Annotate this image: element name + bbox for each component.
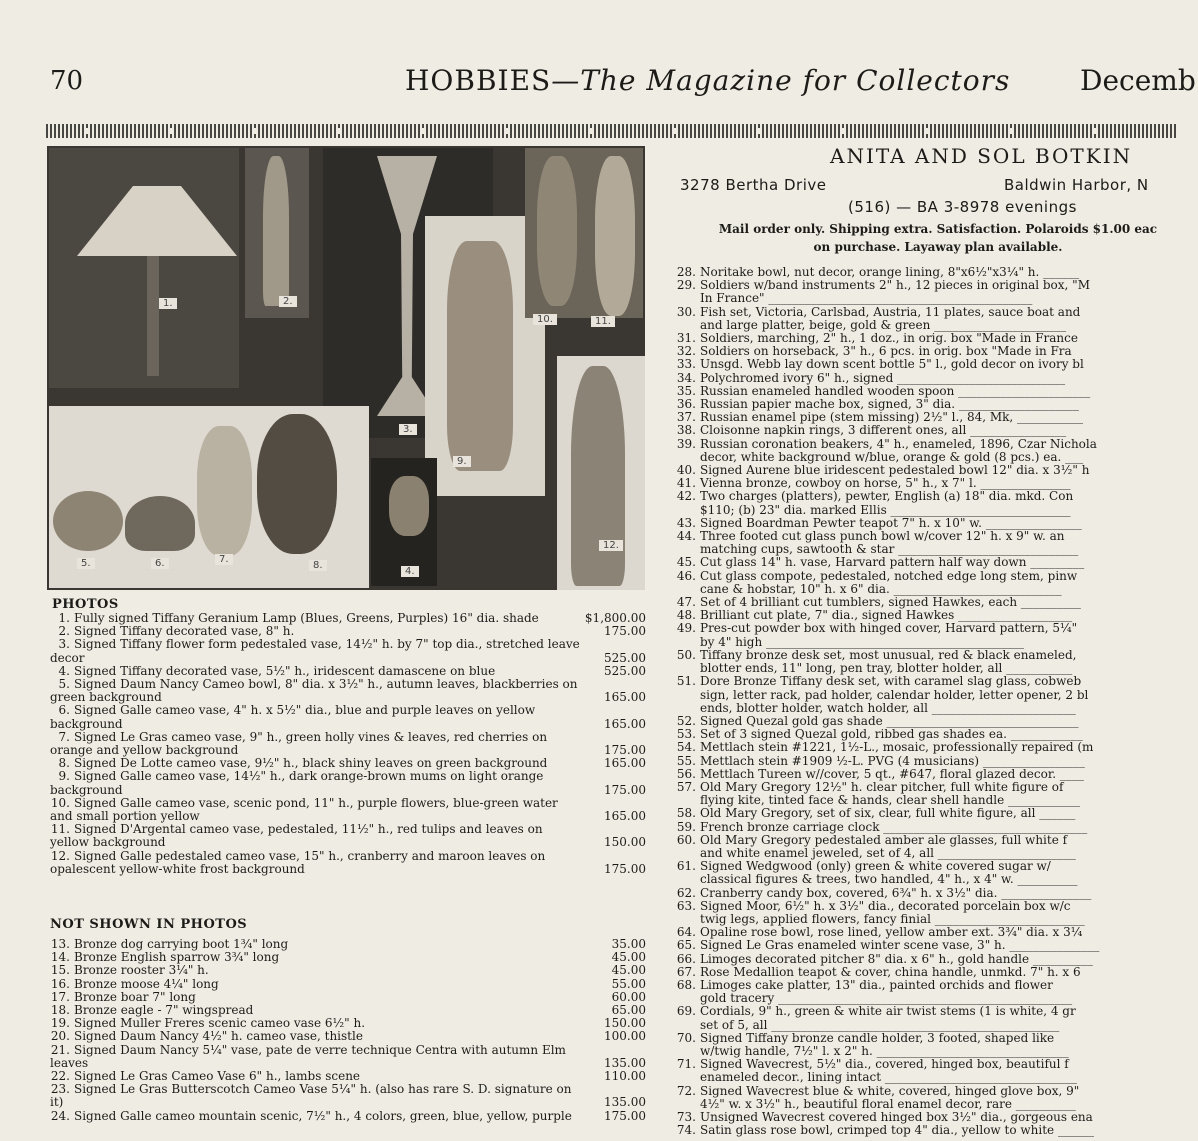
dealer-address: 3278 Bertha Drive <box>680 176 827 194</box>
list-item <box>50 638 646 664</box>
item-price: 175.00 <box>604 624 646 639</box>
item-description: Satin glass rose bowl, crimped top 4" dia., yellow to white ______ <box>700 1123 1094 1138</box>
photo-label-4: 4. <box>401 566 419 577</box>
item-number: 19. <box>50 1016 70 1031</box>
list-item <box>50 823 646 849</box>
item-description: Soldiers, marching, 2" h., 1 doz., in orig. box "Made in France <box>700 331 1078 346</box>
item-number: 46. <box>676 568 696 583</box>
photo-label-1: 1. <box>159 298 177 309</box>
item-description: Fish set, Victoria, Carlsbad, Austria, 11 plates, sauce boat and <box>700 304 1081 319</box>
item-number: 71. <box>676 1057 696 1072</box>
vase-2 <box>263 156 289 306</box>
item-number: 14. <box>50 950 70 965</box>
list-item <box>50 704 646 730</box>
item-description: Signed Le Gras cameo vase, 9" h., green holly vines & leaves, red cherries on orange and yellow background <box>50 729 548 758</box>
item-description: Noritake bowl, nut decor, orange lining, 8"x6½"x3¼" h. ______ <box>700 265 1080 279</box>
item-description: Mettlach stein #1221, 1½-L., mosaic, professionally repaired (m <box>700 740 1094 755</box>
item-description: Signed D'Argental cameo vase, pedestaled, 11½" h., red tulips and leaves on yellow background <box>50 822 543 850</box>
item-number: 11. <box>50 822 70 837</box>
item-description: In France" ____________________________________________ <box>700 291 1033 306</box>
item-number: 21. <box>50 1042 70 1057</box>
item-number: 44. <box>676 529 696 544</box>
item-description: Soldiers w/band instruments 2" h., 12 pieces in original box, "M <box>700 278 1090 293</box>
list-item <box>50 797 646 823</box>
photo-panel-lamp <box>49 148 239 388</box>
item-price: 525.00 <box>604 650 646 665</box>
vase-12 <box>571 366 625 586</box>
item-number: 2. <box>58 624 70 639</box>
item-description: 4½" w. x 3½" h., beautiful floral enamel decor, rare __________ <box>700 1096 1076 1111</box>
item-number: 54. <box>676 740 696 755</box>
item-number: 31. <box>676 331 696 346</box>
item-number: 10. <box>50 795 70 810</box>
list-item <box>676 1124 1178 1137</box>
item-description: Unsgd. Webb lay down scent bottle 5" l., gold decor on ivory bl <box>700 357 1084 372</box>
photos-price-list <box>50 612 646 876</box>
item-description: Pres-cut powder box with hinged cover, Harvard pattern, 5¼" <box>700 621 1078 636</box>
item-number: 32. <box>676 344 696 359</box>
item-number: 40. <box>676 463 696 478</box>
item-description: Bronze moose 4¼" long <box>74 976 219 991</box>
item-number: 6. <box>58 703 70 718</box>
item-description: enameled decor., lining intact ________________________________ <box>700 1070 1077 1085</box>
item-description: Signed Tiffany decorated vase, 8" h. <box>74 624 295 639</box>
vase-7 <box>197 426 252 556</box>
item-number: 4. <box>58 663 70 678</box>
item-number: 52. <box>676 713 696 728</box>
item-price: $1,800.00 <box>584 611 646 625</box>
item-number: 3. <box>58 637 70 652</box>
item-description: Bronze rooster 3¼" h. <box>74 963 209 978</box>
item-description: Signed Galle cameo vase, scenic pond, 11" h., purple flowers, blue-green water and small portion yellow <box>50 795 558 824</box>
item-price: 55.00 <box>611 976 646 991</box>
item-number: 64. <box>676 925 696 940</box>
item-number: 66. <box>676 951 696 966</box>
item-number: 22. <box>50 1069 70 1084</box>
item-price: 175.00 <box>604 782 646 797</box>
right-price-list <box>676 266 1178 1137</box>
item-description: Bronze boar 7" long <box>74 989 196 1004</box>
item-description: sign, letter rack, pad holder, calendar holder, letter opener, 2 bl <box>700 687 1089 702</box>
item-number: 55. <box>676 753 696 768</box>
item-description: Signed Galle pedestaled cameo vase, 15" h., cranberry and maroon leaves on opalescent yellow-white frost background <box>50 848 546 876</box>
item-price: 45.00 <box>611 950 646 965</box>
item-description: Russian enamel pipe (stem missing) 2½" l., 84, Mk, ___________ <box>700 410 1084 425</box>
item-number: 9. <box>58 769 70 784</box>
photo-label-6: 6. <box>151 558 169 569</box>
dealer-terms <box>678 220 1198 256</box>
item-description: Three footed cut glass punch bowl w/cover 12" h. x 9" w. an <box>700 529 1065 544</box>
list-item <box>50 770 646 796</box>
item-price: 135.00 <box>604 1055 646 1070</box>
item-description: twig legs, applied flowers, fancy finial _________________________ <box>700 911 1085 926</box>
photo-label-7: 7. <box>215 554 233 565</box>
item-description: by 4" high ___________________________________________ <box>700 634 1025 649</box>
item-number: 69. <box>676 1004 696 1019</box>
item-description: Set of 3 signed Quezal gold, ribbed gas shades ea. ____________ <box>700 727 1083 742</box>
item-number: 13. <box>50 937 70 951</box>
item-price: 525.00 <box>604 663 646 678</box>
item-description: Signed Boardman Pewter teapot 7" h. x 10" w. ________________ <box>700 515 1082 530</box>
item-number: 53. <box>676 727 696 742</box>
item-number: 61. <box>676 859 696 874</box>
item-number: 41. <box>676 476 696 491</box>
issue-month: Decemb <box>1080 64 1196 97</box>
item-description: Signed Moor, 6½" h. x 3½" dia., decorated porcelain box w/c <box>700 898 1071 913</box>
list-item <box>50 678 646 704</box>
item-number: 58. <box>676 806 696 821</box>
item-description: classical figures & trees, two handled, 4" h., x 4" w. __________ <box>700 872 1078 887</box>
item-description: matching cups, sawtooth & star ______________________________ <box>700 542 1079 557</box>
item-description: Mettlach stein #1909 ½-L. PVG (4 musicians) _________________ <box>700 753 1085 768</box>
item-number: 1. <box>58 611 70 625</box>
item-number: 36. <box>676 397 696 412</box>
photo-label-3: 3. <box>399 424 417 435</box>
item-description: Signed Le Gras enameled winter scene vase, 3" h. _______________ <box>700 938 1100 953</box>
item-number: 39. <box>676 436 696 451</box>
item-description: Cut glass compote, pedestaled, notched edge long stem, pinw <box>700 568 1078 583</box>
item-description: Signed Tiffany decorated vase, 5½" h., iridescent damascene on blue <box>74 663 496 678</box>
item-description: French bronze carriage clock __________________________________ <box>700 819 1088 834</box>
vase-9 <box>447 241 513 471</box>
item-number: 59. <box>676 819 696 834</box>
item-description: Signed Le Gras Butterscotch Cameo Vase 5¼" h. (also has rare S. D. signature on it) <box>50 1082 572 1110</box>
item-number: 68. <box>676 977 696 992</box>
item-number: 34. <box>676 370 696 385</box>
item-description: Signed Daum Nancy 4½" h. cameo vase, thistle <box>74 1029 363 1044</box>
page-number: 70 <box>50 66 84 96</box>
item-number: 57. <box>676 779 696 794</box>
item-description: Signed Galle cameo vase, 14½" h., dark orange-brown mums on light orange background <box>50 769 544 797</box>
item-number: 72. <box>676 1083 696 1098</box>
magazine-subtitle: —The Magazine for Collectors <box>551 64 1011 97</box>
dealer-block <box>676 142 1178 262</box>
item-description: Signed Wedgwood (only) green & white covered sugar w/ <box>700 859 1051 874</box>
item-description: Limoges cake platter, 13" dia., painted orchids and flower <box>700 977 1053 992</box>
item-description: Set of 4 brilliant cut tumblers, signed Hawkes, each __________ <box>700 595 1081 610</box>
item-number: 70. <box>676 1030 696 1045</box>
item-number: 43. <box>676 515 696 530</box>
item-number: 42. <box>676 489 696 504</box>
item-description: Soldiers on horseback, 3" h., 6 pcs. in orig. box "Made in Fra <box>700 344 1072 359</box>
item-description: blotter ends, 11" long, pen tray, blotter holder, all ___________ <box>700 661 1073 676</box>
dealer-phone: (516) — BA 3-8978 evenings <box>848 198 1077 216</box>
photo-label-11: 11. <box>591 316 615 327</box>
item-price: 35.00 <box>611 937 646 951</box>
dealer-name: ANITA AND SOL BOTKIN <box>830 144 1133 168</box>
item-description: Cloisonne napkin rings, 3 different ones, all ________________ <box>700 423 1067 438</box>
item-number: 67. <box>676 964 696 979</box>
list-item <box>50 1110 646 1123</box>
item-description: Limoges decorated pitcher 8" dia. x 6" h., gold handle __________ <box>700 951 1093 966</box>
item-description: Old Mary Gregory 12½" h. clear pitcher, full white figure of <box>700 779 1064 794</box>
item-price: 175.00 <box>604 743 646 758</box>
list-item <box>50 1044 646 1070</box>
item-number: 51. <box>676 674 696 689</box>
bowl-5 <box>53 491 123 551</box>
item-description: Signed Aurene blue iridescent pedestaled bowl 12" dia. x 3½" h <box>700 463 1090 478</box>
ornamental-rule-breaks <box>46 128 1178 134</box>
item-description: Cut glass 14" h. vase, Harvard pattern half way down _________ <box>700 555 1085 570</box>
item-number: 30. <box>676 304 696 319</box>
list-item <box>50 850 646 876</box>
item-description: Signed Quezal gold gas shade ________________________________ <box>700 713 1079 728</box>
product-photo <box>47 146 645 590</box>
item-number: 65. <box>676 938 696 953</box>
page-header <box>0 62 1196 102</box>
photos-heading: PHOTOS <box>52 597 119 612</box>
terms-line-2: on purchase. Layaway plan available. <box>813 240 1063 254</box>
item-price: 150.00 <box>604 1016 646 1031</box>
item-price: 165.00 <box>604 690 646 705</box>
lamp-base <box>147 256 159 376</box>
item-description: Signed Galle cameo vase, 4" h. x 5½" dia., blue and purple leaves on yellow background <box>50 703 536 731</box>
item-price: 65.00 <box>611 1003 646 1018</box>
item-number: 73. <box>676 1110 696 1124</box>
item-price: 100.00 <box>604 1029 646 1044</box>
vase-6 <box>125 496 195 551</box>
item-description: Mettlach Tureen w//cover, 5 qt., #647, floral glazed decor. ____ <box>700 766 1084 781</box>
item-description: gold tracery _________________________________________________ <box>700 991 1073 1006</box>
item-number: 38. <box>676 423 696 438</box>
item-description: Vienna bronze, cowboy on horse, 5" h., x 7" l. _______________ <box>700 476 1071 491</box>
item-description: w/twig handle, 7½" l. x 2" h. ________________________________ <box>700 1043 1069 1058</box>
item-description: Russian papier mache box, signed, 3" dia. ____________________ <box>700 397 1079 412</box>
photo-label-5: 5. <box>77 558 95 569</box>
item-price: 165.00 <box>604 756 646 771</box>
item-number: 37. <box>676 410 696 425</box>
item-number: 47. <box>676 595 696 610</box>
item-number: 16. <box>50 976 70 991</box>
vase-8 <box>257 414 337 554</box>
item-description: Signed Le Gras Cameo Vase 6" h., lambs scene <box>74 1069 361 1084</box>
item-number: 49. <box>676 621 696 636</box>
item-number: 48. <box>676 608 696 623</box>
list-item <box>50 731 646 757</box>
item-price: 175.00 <box>604 1108 646 1123</box>
item-number: 18. <box>50 1003 70 1018</box>
item-number: 62. <box>676 885 696 900</box>
item-description: Bronze eagle - 7" wingspread <box>74 1003 254 1018</box>
item-description: Signed Wavecrest blue & white, covered, hinged glove box, 9" <box>700 1083 1080 1098</box>
item-number: 5. <box>58 677 70 692</box>
item-number: 63. <box>676 898 696 913</box>
item-description: Signed Wavecrest, 5½" dia., covered, hinged box, beautiful f <box>700 1057 1069 1072</box>
dealer-city: Baldwin Harbor, N <box>1004 176 1149 194</box>
item-number: 24. <box>50 1108 70 1123</box>
item-number: 74. <box>676 1123 696 1138</box>
item-description: Old Mary Gregory, set of six, clear, full white figure, all ______ <box>700 806 1076 821</box>
item-description: $110; (b) 23" dia. marked Ellis ______________________________ <box>700 502 1071 517</box>
terms-line-1: Mail order only. Shipping extra. Satisfaction. Polaroids $1.00 eac <box>718 222 1158 236</box>
vase-4 <box>389 476 429 536</box>
item-number: 20. <box>50 1029 70 1044</box>
item-price: 45.00 <box>611 963 646 978</box>
item-number: 7. <box>58 729 70 744</box>
item-price: 60.00 <box>611 989 646 1004</box>
photo-label-12: 12. <box>599 540 623 551</box>
magazine-name: HOBBIES <box>405 64 552 97</box>
item-description: Cordials, 9" h., green & white air twist stems (1 is white, 4 gr <box>700 1004 1076 1019</box>
item-description: Old Mary Gregory pedestaled amber ale glasses, full white f <box>700 832 1068 847</box>
magazine-title <box>405 64 1010 97</box>
item-description: Signed Daum Nancy 5¼" vase, pate de verre technique Centra with autumn Elm leaves <box>50 1042 566 1070</box>
item-description: cane & hobstar, 10" h. x 6" dia. ____________________________ <box>700 581 1062 596</box>
item-price: 135.00 <box>604 1095 646 1110</box>
item-number: 15. <box>50 963 70 978</box>
item-description: and white enamel jeweled, set of 4, all _______________________ <box>700 845 1076 860</box>
item-description: Signed Muller Freres scenic cameo vase 6½" h. <box>74 1016 366 1031</box>
not-shown-heading: NOT SHOWN IN PHOTOS <box>50 917 248 932</box>
item-number: 29. <box>676 278 696 293</box>
not-shown-price-list <box>50 938 646 1123</box>
item-description: and large platter, beige, gold & green ______________________ <box>700 317 1067 332</box>
item-description: Signed Tiffany bronze candle holder, 3 footed, shaped like <box>700 1030 1055 1045</box>
photo-label-9: 9. <box>453 456 471 467</box>
item-description: Cranberry candy box, covered, 6¾" h. x 3½" dia. _______________ <box>700 885 1092 900</box>
vase-11 <box>595 156 635 316</box>
item-description: Fully signed Tiffany Geranium Lamp (Blues, Greens, Purples) 16" dia. shade <box>74 611 539 625</box>
item-description: Russian coronation beakers, 4" h., enameled, 1896, Czar Nichola <box>700 436 1097 451</box>
item-price: 110.00 <box>604 1069 646 1084</box>
item-number: 23. <box>50 1082 70 1097</box>
item-number: 8. <box>58 756 70 771</box>
item-description: Bronze English sparrow 3¾" long <box>74 950 280 965</box>
item-description: set of 5, all ________________________________________________ <box>700 1017 1060 1032</box>
item-description: ends, blotter holder, watch holder, all ________________________ <box>700 700 1076 715</box>
item-price: 175.00 <box>604 861 646 876</box>
vase-10 <box>537 156 577 306</box>
item-number: 35. <box>676 383 696 398</box>
item-description: Russian enameled handled wooden spoon ______________________ <box>700 383 1091 398</box>
photo-label-10: 10. <box>533 314 557 325</box>
list-item <box>50 1083 646 1109</box>
item-description: flying kite, tinted face & hands, clear shell handle ____________ <box>700 793 1081 808</box>
item-description: Opaline rose bowl, rose lined, yellow amber ext. 3¾" dia. x 3¼ <box>700 925 1083 940</box>
item-number: 28. <box>676 265 696 279</box>
item-number: 33. <box>676 357 696 372</box>
item-description: decor, white background w/blue, orange & gold (8 pcs.) ea. ___ <box>700 449 1084 464</box>
item-number: 50. <box>676 647 696 662</box>
item-number: 56. <box>676 766 696 781</box>
item-description: Signed Tiffany flower form pedestaled vase, 14½" h. by 7" top dia., stretched leave decor <box>50 637 580 665</box>
item-number: 12. <box>50 848 70 863</box>
item-number: 17. <box>50 989 70 1004</box>
item-description: Unsigned Wavecrest covered hinged box 3½" dia., gorgeous ena <box>700 1110 1093 1124</box>
item-description: Polychromed ivory 6" h., signed ____________________________ <box>700 370 1066 385</box>
item-number: 45. <box>676 555 696 570</box>
photo-label-8: 8. <box>309 560 327 571</box>
photo-label-2: 2. <box>279 296 297 307</box>
item-description: Rose Medallion teapot & cover, china handle, unmkd. 7" h. x 6 <box>700 964 1081 979</box>
item-number: 60. <box>676 832 696 847</box>
item-description: Signed De Lotte cameo vase, 9½" h., black shiny leaves on green background <box>74 756 548 771</box>
item-description: Signed Daum Nancy Cameo bowl, 8" dia. x 3½" h., autumn leaves, blackberries on green background <box>50 677 578 705</box>
item-price: 165.00 <box>604 716 646 731</box>
item-price: 150.00 <box>604 835 646 850</box>
item-description: Brilliant cut plate, 7" dia., signed Hawkes ___________________ <box>700 608 1073 623</box>
item-description: Signed Galle cameo mountain scenic, 7½" h., 4 colors, green, blue, yellow, purple <box>74 1108 572 1123</box>
item-description: Tiffany bronze desk set, most unusual, red & black enameled, <box>700 647 1077 662</box>
item-price: 165.00 <box>604 809 646 824</box>
item-description: Two charges (platters), pewter, English (a) 18" dia. mkd. Con <box>700 489 1074 504</box>
item-description: Bronze dog carrying boot 1¾" long <box>74 937 289 951</box>
item-description: Dore Bronze Tiffany desk set, with caramel slag glass, cobweb <box>700 674 1082 689</box>
